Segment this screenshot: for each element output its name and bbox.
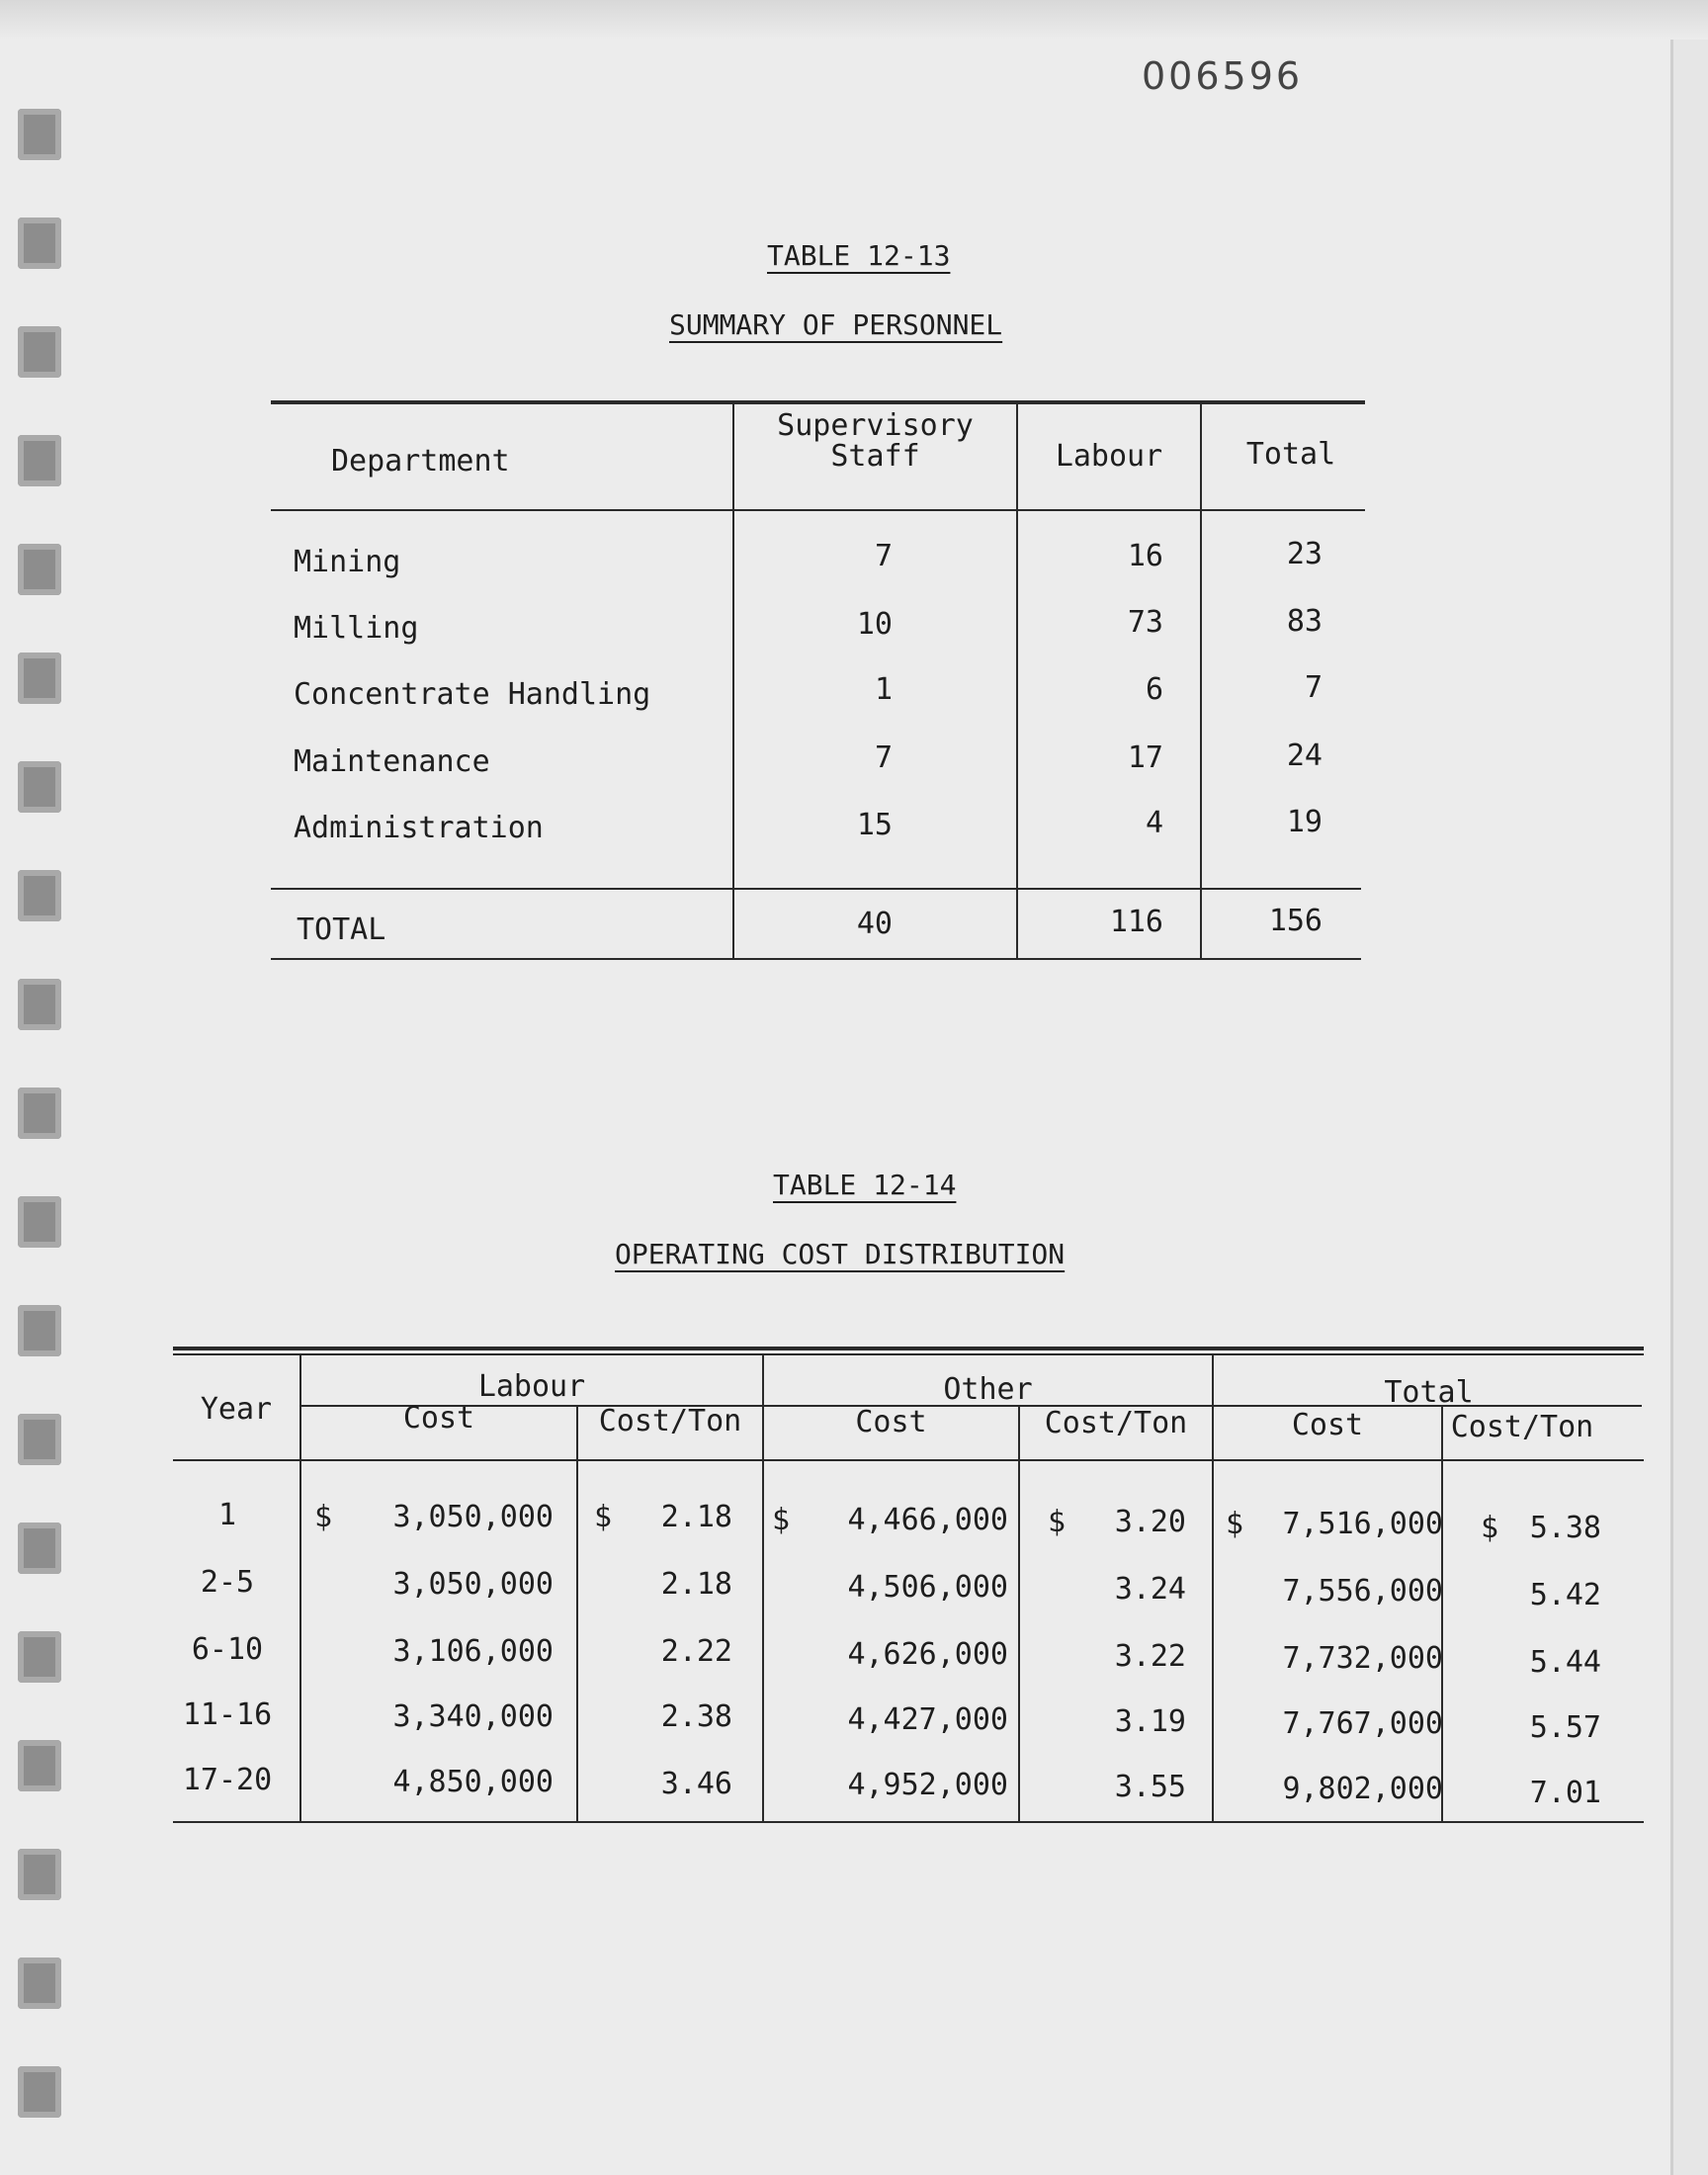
row-total-cost: 7,556,000 xyxy=(1282,1574,1443,1609)
table2-subtitle: OPERATING COST DISTRIBUTION xyxy=(615,1238,1066,1270)
row-total-cpt: 5.44 xyxy=(1529,1645,1601,1680)
row-labour: 17 xyxy=(1127,740,1163,775)
row-labour: 4 xyxy=(1145,806,1163,840)
row-supervisory: 10 xyxy=(856,607,893,642)
row-labour-cpt: 2.18 xyxy=(660,1567,732,1602)
row-total-cost: 7,732,000 xyxy=(1282,1641,1443,1676)
row-department: Mining xyxy=(294,545,401,579)
row-total: 7 xyxy=(1304,670,1323,705)
header-supervisory-line2: Staff xyxy=(830,439,920,474)
row-other-cpt: 3.22 xyxy=(1114,1639,1186,1674)
row-labour-cost: 3,106,000 xyxy=(392,1634,554,1669)
row-labour-cost: 3,340,000 xyxy=(392,1699,554,1734)
row-labour-cpt: 2.38 xyxy=(660,1699,732,1734)
document-number: 006596 xyxy=(1142,54,1304,98)
header-total-cost: Cost xyxy=(1291,1408,1364,1442)
row-year: 2-5 xyxy=(200,1565,255,1600)
row-supervisory: 7 xyxy=(874,539,893,573)
row-other-cost: 4,952,000 xyxy=(847,1768,1008,1802)
header-supervisory-line1: Supervisory xyxy=(777,408,974,443)
row-labour-cost: 3,050,000 xyxy=(392,1500,554,1534)
total-labour: 116 xyxy=(1109,905,1163,939)
row-labour: 73 xyxy=(1127,605,1163,640)
row-total-cost: 7,516,000 xyxy=(1282,1507,1443,1541)
currency-symbol: $ xyxy=(1226,1507,1244,1541)
row-labour-cpt: 3.46 xyxy=(660,1767,732,1801)
total-supervisory: 40 xyxy=(856,907,893,941)
row-supervisory: 15 xyxy=(856,808,893,842)
row-other-cpt: 3.55 xyxy=(1114,1770,1186,1804)
row-department: Administration xyxy=(294,811,544,845)
row-other-cpt: 3.19 xyxy=(1114,1704,1186,1739)
row-labour-cpt: 2.18 xyxy=(660,1500,732,1534)
row-year: 6-10 xyxy=(191,1632,264,1667)
row-total-cpt: 7.01 xyxy=(1529,1776,1601,1810)
row-other-cost: 4,506,000 xyxy=(847,1570,1008,1605)
header-other-group: Other xyxy=(943,1372,1033,1407)
row-total: 24 xyxy=(1286,739,1323,773)
row-department: Maintenance xyxy=(294,744,490,779)
header-other-cost: Cost xyxy=(855,1405,927,1439)
header-labour: Labour xyxy=(1055,439,1163,474)
currency-symbol: $ xyxy=(1048,1505,1067,1539)
currency-symbol: $ xyxy=(314,1500,333,1534)
row-year: 17-20 xyxy=(182,1763,273,1797)
currency-symbol: $ xyxy=(594,1500,613,1534)
row-total-cpt: 5.42 xyxy=(1529,1578,1601,1612)
row-total: 83 xyxy=(1286,604,1323,639)
table2-title: TABLE 12-14 xyxy=(773,1169,957,1201)
row-other-cpt: 3.20 xyxy=(1114,1505,1186,1539)
row-other-cost: 4,466,000 xyxy=(847,1503,1008,1537)
header-total: Total xyxy=(1245,437,1336,472)
row-department: Milling xyxy=(294,611,419,646)
header-labour-cost-per-ton: Cost/Ton xyxy=(598,1404,742,1438)
currency-symbol: $ xyxy=(1481,1511,1499,1545)
header-department: Department xyxy=(331,444,510,478)
row-supervisory: 1 xyxy=(874,672,893,707)
header-other-cost-per-ton: Cost/Ton xyxy=(1044,1406,1188,1440)
total-label: TOTAL xyxy=(297,913,386,947)
row-labour-cost: 4,850,000 xyxy=(392,1765,554,1799)
header-total-group: Total xyxy=(1384,1375,1474,1410)
table1-subtitle: SUMMARY OF PERSONNEL xyxy=(669,308,1003,341)
currency-symbol: $ xyxy=(772,1503,791,1537)
row-total-cpt: 5.57 xyxy=(1529,1710,1601,1745)
row-year: 1 xyxy=(217,1498,237,1532)
row-total: 23 xyxy=(1286,537,1323,571)
row-labour: 16 xyxy=(1127,539,1163,573)
row-total-cost: 9,802,000 xyxy=(1282,1772,1443,1806)
header-labour-cost: Cost xyxy=(402,1401,475,1436)
row-year: 11-16 xyxy=(182,1697,273,1732)
row-labour: 6 xyxy=(1145,672,1163,707)
row-other-cpt: 3.24 xyxy=(1114,1572,1186,1607)
header-labour-group: Labour xyxy=(477,1369,586,1404)
total-total: 156 xyxy=(1268,904,1323,938)
header-year: Year xyxy=(200,1392,273,1427)
header-total-cost-per-ton: Cost/Ton xyxy=(1450,1410,1594,1444)
row-labour-cpt: 2.22 xyxy=(660,1634,732,1669)
row-total: 19 xyxy=(1286,805,1323,839)
row-total-cpt: 5.38 xyxy=(1529,1511,1601,1545)
row-labour-cost: 3,050,000 xyxy=(392,1567,554,1602)
row-other-cost: 4,626,000 xyxy=(847,1637,1008,1672)
table1-title: TABLE 12-13 xyxy=(767,239,951,272)
row-total-cost: 7,767,000 xyxy=(1282,1706,1443,1741)
row-department: Concentrate Handling xyxy=(294,677,651,712)
row-supervisory: 7 xyxy=(874,740,893,775)
row-other-cost: 4,427,000 xyxy=(847,1702,1008,1737)
page-fold-shadow xyxy=(0,0,1708,40)
